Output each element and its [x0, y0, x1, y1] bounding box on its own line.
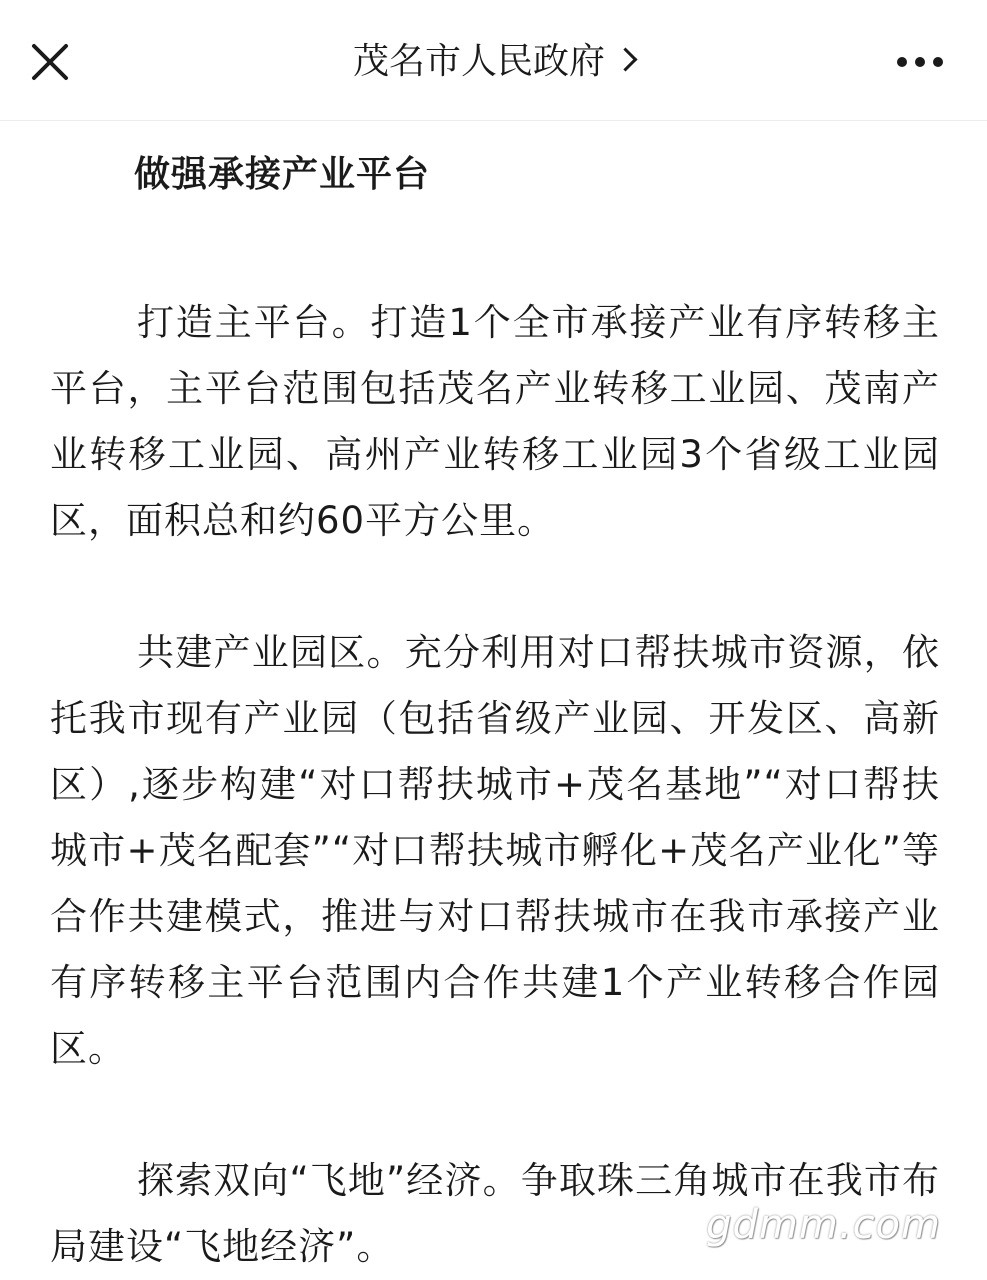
page-title: 茂名市人民政府 — [352, 41, 605, 82]
top-navigation-bar — [0, 0, 987, 121]
paragraph-enclave-economy: 探索双向“飞地”经济。争取珠三角城市在我市布局建设“飞地经济”。 — [50, 1159, 940, 1268]
article-body — [50, 120, 940, 1280]
chevron-right-icon — [613, 47, 637, 71]
site-watermark: gdmm.com — [706, 1202, 941, 1248]
account-title-link[interactable] — [0, 38, 987, 86]
section-heading: 做强承接产业平台 — [134, 154, 431, 195]
more-horizontal-icon — [895, 52, 945, 72]
paragraph-main-platform: 打造主平台。打造1个全市承接产业有序转移主平台，主平台范围包括茂名产业转移工业园、茂南产业转移工业园、高州产业转移工业园3个省级工业园区，面积总和约60平方公里。 — [50, 301, 940, 542]
more-options-button[interactable] — [895, 52, 945, 72]
paragraph-joint-parks: 共建产业园区。充分利用对口帮扶城市资源，依托我市现有产业园（包括省级产业园、开发区、高新区）,逐步构建“对口帮扶城市+茂名基地”“对口帮扶城市+茂名配套”“对口帮扶城市孵化+茂名产业化”等合作共建模式，推进与对口帮扶城市在我市承接产业有序转移主平台范围内合作共建1个产业转移合作园区。 — [50, 631, 940, 1070]
